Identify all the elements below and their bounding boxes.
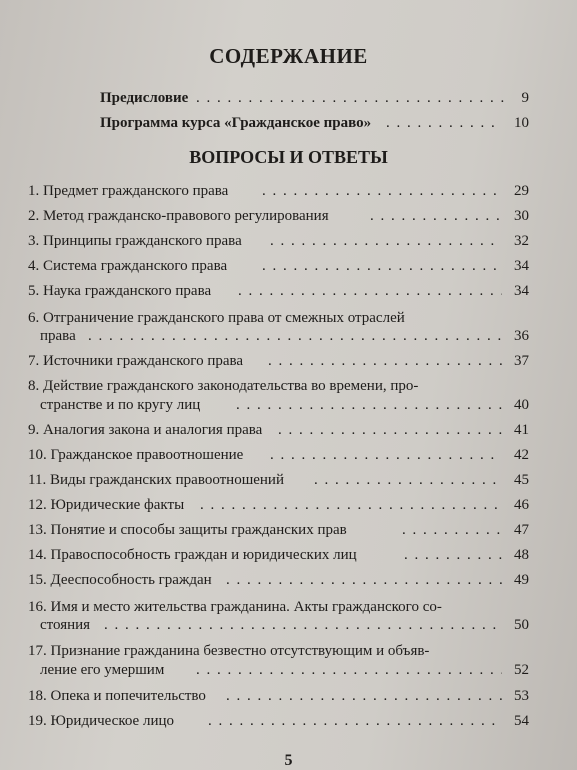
dot-leader	[238, 280, 502, 302]
toc-label: 14. Правоспособность граждан и юридических лиц	[28, 547, 357, 563]
toc-row	[0, 519, 577, 541]
toc-label-line1: 6. Отграничение гражданского права от смежных отраслей	[28, 310, 405, 326]
toc-label: 9. Аналогия закона и аналогия права	[28, 422, 263, 438]
toc-label-line1: 16. Имя и место жительства гражданина. Акты гражданского со-	[28, 599, 442, 615]
toc-label: Предисловие	[100, 90, 189, 106]
toc-label-line2: странстве и по кругу лиц	[40, 397, 201, 413]
toc-label-line2: права	[40, 328, 76, 344]
toc-row	[0, 180, 577, 202]
toc-row	[0, 469, 577, 491]
toc-label: 2. Метод гражданско-правового регулирования	[28, 208, 329, 224]
dot-leader	[404, 544, 502, 566]
dot-leader	[236, 394, 502, 416]
dot-leader	[370, 205, 502, 227]
dot-leader	[270, 444, 502, 466]
toc-page-number: 48	[514, 547, 529, 563]
toc-row	[0, 419, 577, 441]
toc-row-continuation	[0, 614, 577, 636]
toc-row	[0, 280, 577, 302]
toc-row	[0, 444, 577, 466]
toc-label: 1. Предмет гражданского права	[28, 183, 229, 199]
toc-label-line1: 17. Признание гражданина безвестно отсутствующим и объяв-	[28, 643, 430, 659]
toc-page-number: 46	[514, 497, 529, 513]
dot-leader	[270, 230, 502, 252]
toc-label: 10. Гражданское правоотношение	[28, 447, 244, 463]
toc-label: 19. Юридическое лицо	[28, 713, 174, 729]
dot-leader	[226, 569, 502, 591]
dot-leader	[262, 255, 502, 277]
page-number: 5	[284, 752, 293, 769]
toc-label-line2: стояния	[40, 617, 91, 633]
toc-label: 11. Виды гражданских правоотношений	[28, 472, 284, 488]
toc-page-number: 34	[514, 283, 529, 299]
toc-row-program	[0, 112, 577, 134]
dot-leader	[314, 469, 502, 491]
dot-leader	[278, 419, 502, 441]
toc-row-continuation	[0, 325, 577, 347]
toc-page-number: 10	[514, 115, 529, 131]
toc-label: 4. Система гражданского права	[28, 258, 228, 274]
toc-label: 13. Понятие и способы защиты гражданских прав	[28, 522, 347, 538]
toc-row	[0, 544, 577, 566]
dot-leader	[196, 659, 502, 681]
toc-page-number: 50	[514, 617, 529, 633]
toc-page-number: 9	[521, 90, 529, 106]
toc-label: 18. Опека и попечительство	[28, 688, 206, 704]
dot-leader	[196, 87, 509, 109]
toc-row	[0, 710, 577, 732]
section-title: ВОПРОСЫ И ОТВЕТЫ	[189, 147, 388, 167]
toc-label: 5. Наука гражданского права	[28, 283, 212, 299]
toc-label-line2: ление его умершим	[40, 662, 165, 678]
dot-leader	[200, 494, 502, 516]
toc-page-number: 30	[514, 208, 529, 224]
dot-leader	[88, 325, 502, 347]
dot-leader	[208, 710, 502, 732]
toc-page-number: 37	[514, 353, 529, 369]
dot-leader	[268, 350, 502, 372]
toc-page-number: 49	[514, 572, 529, 588]
dot-leader	[226, 685, 502, 707]
toc-page-number: 52	[514, 662, 529, 678]
toc-page-number: 54	[514, 713, 529, 729]
toc-page-number: 29	[514, 183, 529, 199]
toc-row	[0, 569, 577, 591]
toc-page-number: 47	[514, 522, 529, 538]
toc-label: 12. Юридические факты	[28, 497, 185, 513]
toc-row	[0, 255, 577, 277]
toc-page-number: 45	[514, 472, 529, 488]
toc-page-number: 32	[514, 233, 529, 249]
toc-label-line1: 8. Действие гражданского законодательства во времени, про-	[28, 378, 419, 394]
toc-row	[0, 494, 577, 516]
dot-leader	[402, 519, 502, 541]
dot-leader	[262, 180, 502, 202]
toc-page-number: 36	[514, 328, 529, 344]
toc-row	[0, 230, 577, 252]
toc-page-number: 42	[514, 447, 529, 463]
toc-label: 3. Принципы гражданского права	[28, 233, 242, 249]
toc-label: 15. Дееспособность граждан	[28, 572, 212, 588]
dot-leader	[104, 614, 502, 636]
toc-page-number: 34	[514, 258, 529, 274]
toc-row	[0, 685, 577, 707]
toc-page-number: 41	[514, 422, 529, 438]
contents-title: СОДЕРЖАНИЕ	[209, 44, 368, 68]
dot-leader	[386, 112, 502, 134]
toc-row-continuation	[0, 659, 577, 681]
toc-row-preface	[0, 87, 577, 109]
toc-row	[0, 205, 577, 227]
toc-page-number: 40	[514, 397, 529, 413]
toc-label: 7. Источники гражданского права	[28, 353, 244, 369]
toc-label: Программа курса «Гражданское право»	[100, 115, 372, 131]
toc-page-number: 53	[514, 688, 529, 704]
toc-row-continuation	[0, 394, 577, 416]
toc-row	[0, 350, 577, 372]
